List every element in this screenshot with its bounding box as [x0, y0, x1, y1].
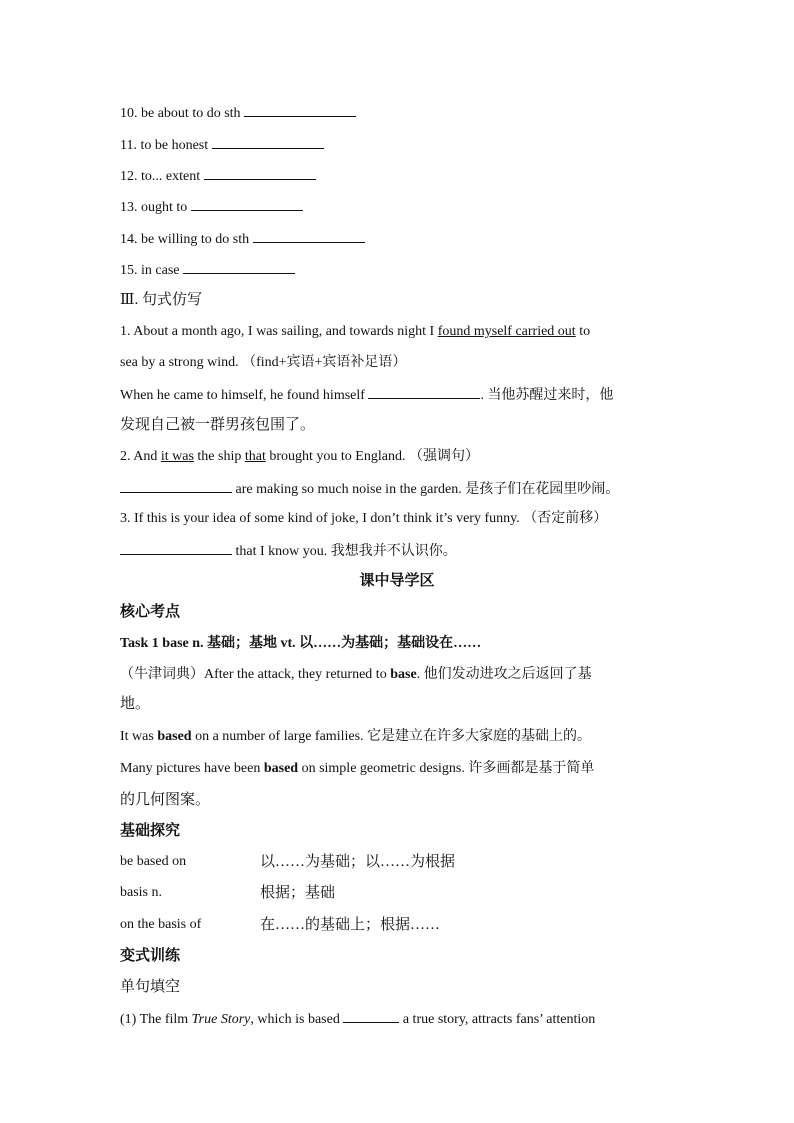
text: . 他们发动进攻之后返回了基	[416, 667, 592, 682]
answer-blank[interactable]	[212, 134, 324, 149]
text: are making so much noise in the garden. 是孩子们在花园里吵闹。	[232, 482, 620, 497]
underlined-phrase: it was	[160, 449, 194, 464]
text: . 当他苏醒过来时，他	[480, 388, 614, 403]
phrase-text: 14. be willing to do sth	[120, 232, 253, 247]
sentence-2	[120, 447, 680, 467]
fill-heading: 单句填空	[120, 979, 181, 995]
keyword: based	[157, 729, 192, 744]
phrase-15	[120, 259, 680, 281]
text: a true story, attracts fans’ attention	[399, 1012, 596, 1027]
text: brought you to England. （强调句）	[265, 449, 479, 464]
basic-row	[120, 852, 680, 872]
answer-blank[interactable]	[368, 384, 480, 399]
task-heading: Task 1 base n. 基础；基地 vt. 以……为基础；基础设在……	[120, 636, 482, 651]
question-1	[120, 1008, 680, 1030]
underlined-phrase: that	[244, 449, 266, 464]
text: , which is based	[250, 1012, 344, 1027]
sentence-1-practice	[120, 384, 680, 406]
text: 1. About a month ago, I was sailing, and towards night I	[120, 324, 438, 339]
meaning: 根据；基础	[260, 885, 336, 901]
phrase-10	[120, 102, 680, 124]
example-3	[120, 759, 680, 779]
text: the ship	[193, 449, 245, 464]
text: It was	[120, 729, 158, 744]
example-2	[120, 727, 680, 747]
underlined-phrase: found myself carried out	[437, 324, 576, 339]
phrase-13	[120, 196, 680, 218]
sentence-1-translation: 发现自己被一群男孩包围了。	[120, 417, 316, 433]
sentence-2-practice	[120, 478, 680, 500]
answer-blank[interactable]	[204, 165, 316, 180]
phrase-text: 15. in case	[120, 263, 183, 278]
answer-blank[interactable]	[120, 478, 232, 493]
film-title: True Story	[191, 1012, 251, 1027]
text: When he came to himself, he found himself	[120, 388, 369, 403]
text: that I know you. 我想我并不认识你。	[232, 544, 457, 559]
sentence-1-cont: sea by a strong wind. （find+宾语+宾语补足语）	[120, 355, 407, 370]
term: basis n.	[120, 885, 162, 900]
sentence-1	[120, 322, 680, 342]
keyword: based	[263, 761, 299, 776]
text: to	[575, 324, 591, 339]
text: on simple geometric designs. 许多画都是基于简单	[298, 761, 595, 776]
answer-blank[interactable]	[244, 102, 356, 117]
phrase-text: 12. to... extent	[120, 169, 204, 184]
text: （牛津词典）After the attack, they returned to	[120, 667, 391, 682]
sentence-3: 3. If this is your idea of some kind of joke, I don’t think it’s very funny. （否定前移）	[120, 511, 608, 526]
keyword: base	[390, 667, 417, 682]
answer-blank[interactable]	[343, 1008, 399, 1023]
answer-blank[interactable]	[191, 196, 303, 211]
text: (1) The film	[120, 1012, 192, 1027]
example-1-cont: 地。	[120, 696, 151, 712]
sentence-3-practice	[120, 540, 680, 562]
answer-blank[interactable]	[183, 259, 295, 274]
term: be based on	[120, 854, 187, 869]
basic-heading: 基础探究	[120, 823, 181, 839]
phrase-text: 11. to be honest	[120, 138, 212, 153]
example-3-cont: 的几何图案。	[120, 792, 211, 808]
phrase-11	[120, 134, 680, 156]
phrase-text: 10. be about to do sth	[120, 106, 245, 121]
answer-blank[interactable]	[253, 228, 365, 243]
answer-blank[interactable]	[120, 540, 232, 555]
term: on the basis of	[120, 917, 202, 932]
text: 2. And	[120, 449, 161, 464]
core-heading: 核心考点	[120, 604, 181, 620]
basic-row	[120, 883, 680, 903]
basic-row	[120, 915, 680, 935]
meaning: 在……的基础上；根据……	[260, 917, 441, 933]
center-heading: 课中导学区	[359, 573, 435, 589]
meaning: 以……为基础；以……为根据	[260, 854, 456, 870]
text: Many pictures have been	[120, 761, 264, 776]
text: on a number of large families. 它是建立在许多大家庭的基础上的。	[191, 729, 592, 744]
phrase-12	[120, 165, 680, 187]
phrase-text: 13. ought to	[120, 200, 191, 215]
variant-heading: 变式训练	[120, 948, 181, 964]
phrase-14	[120, 228, 680, 250]
section-title: Ⅲ. 句式仿写	[120, 292, 202, 308]
example-1	[120, 665, 680, 685]
